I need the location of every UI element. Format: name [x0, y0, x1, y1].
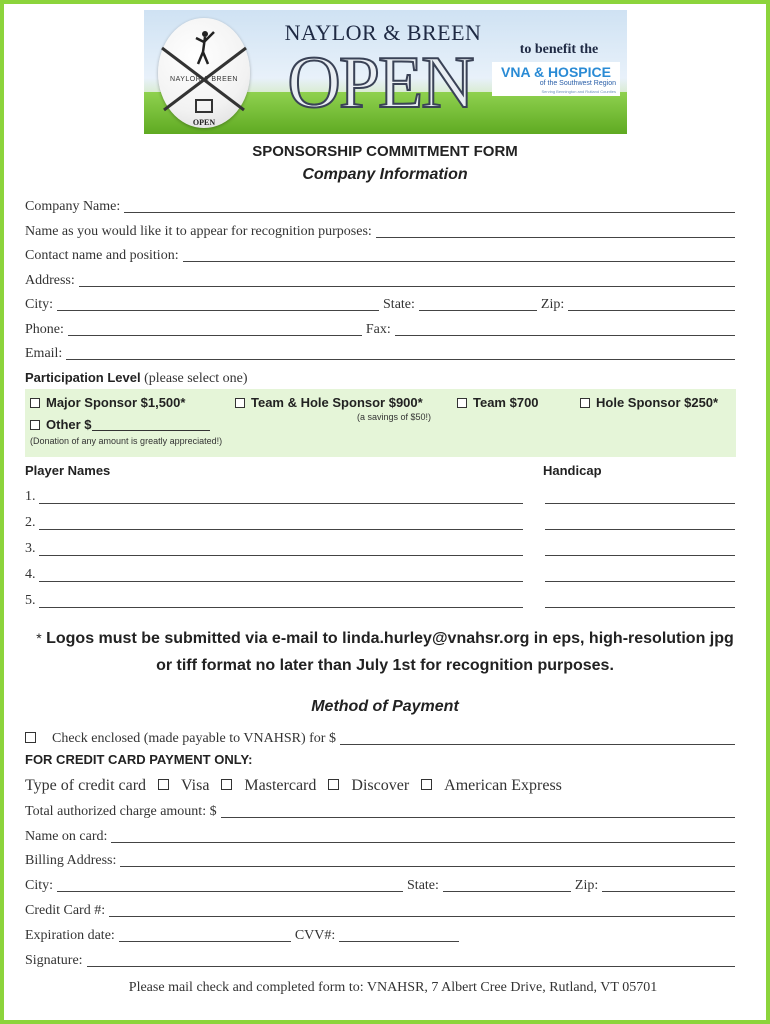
- handicap-field[interactable]: [545, 555, 735, 556]
- expiration-field[interactable]: [119, 928, 291, 942]
- billing-address-label: Billing Address:: [25, 853, 117, 868]
- billing-city-field[interactable]: [57, 878, 403, 892]
- participation-options-box: [25, 389, 736, 457]
- handicap-field[interactable]: [545, 607, 735, 608]
- check-amount-field[interactable]: [340, 731, 735, 745]
- checkbox[interactable]: [30, 420, 40, 430]
- option-hole-sponsor[interactable]: Hole Sponsor $250*: [580, 395, 718, 410]
- amount-field[interactable]: [221, 804, 735, 818]
- recognition-name-field[interactable]: [376, 224, 735, 238]
- amex-label: American Express: [444, 777, 562, 794]
- billing-address-row: [25, 850, 735, 870]
- player-row: [25, 591, 735, 611]
- state-field[interactable]: [419, 297, 537, 311]
- contact-row: [25, 245, 735, 265]
- player-row: [25, 513, 735, 533]
- city-state-zip-row: [25, 294, 735, 314]
- player-row: [25, 539, 735, 559]
- signature-label: Signature:: [25, 953, 83, 968]
- savings-note: (a savings of $50!): [357, 412, 432, 422]
- company-name-field[interactable]: [124, 199, 735, 213]
- vna-name: VNA & HOSPICE: [501, 64, 611, 80]
- card-number-field[interactable]: [109, 903, 735, 917]
- zip-label: Zip:: [540, 297, 565, 312]
- banner-open-word: OPEN: [287, 42, 473, 124]
- name-on-card-label: Name on card:: [25, 829, 108, 844]
- other-amount-field[interactable]: [92, 419, 210, 431]
- company-section-title: Company Information: [302, 166, 468, 183]
- benefit-text: to benefit the: [519, 42, 599, 57]
- signature-field[interactable]: [87, 953, 735, 967]
- billing-city-row: [25, 875, 735, 895]
- card-number-label: Credit Card #:: [25, 903, 106, 918]
- golf-ball-logo: [158, 18, 250, 128]
- checkbox[interactable]: [30, 398, 40, 408]
- player-name-field[interactable]: [39, 503, 523, 504]
- billing-state-field[interactable]: [443, 878, 571, 892]
- city-label: City:: [25, 297, 54, 312]
- signature-row: [25, 950, 735, 970]
- ball-open-text: OPEN: [192, 118, 216, 127]
- vna-subtitle: of the Southwest Region: [539, 80, 616, 87]
- asterisk: *: [36, 630, 42, 646]
- player-name-field[interactable]: [39, 529, 523, 530]
- fax-field[interactable]: [395, 322, 735, 336]
- amount-row: [25, 801, 735, 821]
- email-row: [25, 343, 735, 363]
- visa-label: Visa: [181, 777, 210, 794]
- company-name-label: Company Name:: [25, 199, 121, 214]
- player-row: [25, 565, 735, 585]
- city-field[interactable]: [57, 297, 379, 311]
- phone-fax-row: [25, 319, 735, 339]
- option-team[interactable]: Team $700: [457, 395, 539, 410]
- card-type-row: [25, 777, 562, 795]
- zip-field[interactable]: [568, 297, 735, 311]
- mastercard-checkbox[interactable]: [221, 779, 232, 790]
- fax-label: Fax:: [365, 322, 391, 337]
- donation-note: (Donation of any amount is greatly appreciated!): [30, 436, 223, 446]
- contact-field[interactable]: [183, 248, 735, 262]
- handicap-field[interactable]: [545, 529, 735, 530]
- logo-submission-note: [0, 625, 770, 679]
- player-row: [25, 487, 735, 507]
- address-label: Address:: [25, 273, 75, 288]
- amount-label: Total authorized charge amount: $: [25, 804, 217, 819]
- address-row: [25, 270, 735, 290]
- check-enclosed-checkbox[interactable]: [25, 732, 36, 743]
- credit-card-header: FOR CREDIT CARD PAYMENT ONLY:: [25, 752, 253, 767]
- option-major-sponsor[interactable]: Major Sponsor $1,500*: [30, 395, 185, 410]
- vna-tagline: Serving Bennington and Rutland Counties: [541, 89, 616, 94]
- check-row: [25, 728, 735, 748]
- amex-checkbox[interactable]: [421, 779, 432, 790]
- player-number: 3.: [25, 541, 36, 556]
- handicap-field[interactable]: [545, 581, 735, 582]
- company-name-row: [25, 196, 735, 216]
- logo-note-line2: or tiff format no later than July 1st for recognition purposes.: [156, 657, 614, 674]
- email-label: Email:: [25, 346, 63, 361]
- recognition-name-row: [25, 221, 735, 241]
- option-team-hole-sponsor[interactable]: Team & Hole Sponsor $900*: [235, 395, 423, 410]
- player-number: 5.: [25, 593, 36, 608]
- card-type-label: Type of credit card: [25, 777, 147, 794]
- event-banner: [144, 10, 627, 134]
- state-label: State:: [383, 297, 415, 312]
- discover-checkbox[interactable]: [328, 779, 339, 790]
- participation-label: Participation Level: [25, 370, 141, 385]
- name-on-card-field[interactable]: [111, 829, 735, 843]
- handicap-header: Handicap: [543, 463, 602, 478]
- ball-brand-text: NAYLOR & BREEN: [170, 76, 238, 83]
- billing-address-field[interactable]: [120, 853, 735, 867]
- name-on-card-row: [25, 826, 735, 846]
- checkbox[interactable]: [580, 398, 590, 408]
- payment-section-title: Method of Payment: [311, 698, 459, 715]
- mailing-instructions: Please mail check and completed form to: VNAHSR, 7 Albert Cree Drive, Rutland, VT 05701: [128, 980, 658, 995]
- cvv-field[interactable]: [339, 928, 459, 942]
- participation-hint: (please select one): [144, 371, 248, 386]
- phone-label: Phone:: [25, 322, 64, 337]
- address-field[interactable]: [79, 273, 735, 287]
- checkbox[interactable]: [457, 398, 467, 408]
- recognition-name-label: Name as you would like it to appear for recognition purposes:: [25, 224, 372, 239]
- checkbox[interactable]: [235, 398, 245, 408]
- email-field[interactable]: [66, 346, 735, 360]
- option-other[interactable]: Other $: [30, 417, 210, 432]
- billing-zip-label: Zip:: [574, 878, 599, 893]
- player-name-field[interactable]: [39, 607, 523, 608]
- billing-zip-field[interactable]: [602, 878, 735, 892]
- player-name-field[interactable]: [39, 581, 523, 582]
- discover-label: Discover: [351, 777, 410, 794]
- golfer-icon: [158, 18, 250, 128]
- player-number: 4.: [25, 567, 36, 582]
- banner-title: NAYLOR & BREEN: [284, 20, 482, 45]
- billing-city-label: City:: [25, 878, 54, 893]
- visa-checkbox[interactable]: [158, 779, 169, 790]
- card-number-row: [25, 900, 735, 920]
- cvv-label: CVV#:: [294, 928, 336, 943]
- vna-logo: [492, 62, 620, 96]
- expiration-row: [25, 925, 735, 945]
- check-label: Check enclosed (made payable to VNAHSR) for $: [52, 731, 336, 746]
- logo-note-line1: Logos must be submitted via e-mail to linda.hurley@vnahsr.org in eps, high-resolution jpg: [46, 630, 734, 647]
- player-name-field[interactable]: [39, 555, 523, 556]
- mastercard-label: Mastercard: [244, 777, 317, 794]
- player-number: 1.: [25, 489, 36, 504]
- expiration-label: Expiration date:: [25, 928, 115, 943]
- contact-label: Contact name and position:: [25, 248, 179, 263]
- billing-state-label: State:: [407, 878, 439, 893]
- player-number: 2.: [25, 515, 36, 530]
- handicap-field[interactable]: [545, 503, 735, 504]
- participation-heading: [25, 370, 247, 387]
- form-title: SPONSORSHIP COMMITMENT FORM: [252, 143, 518, 160]
- phone-field[interactable]: [68, 322, 362, 336]
- player-names-header: Player Names: [25, 463, 111, 478]
